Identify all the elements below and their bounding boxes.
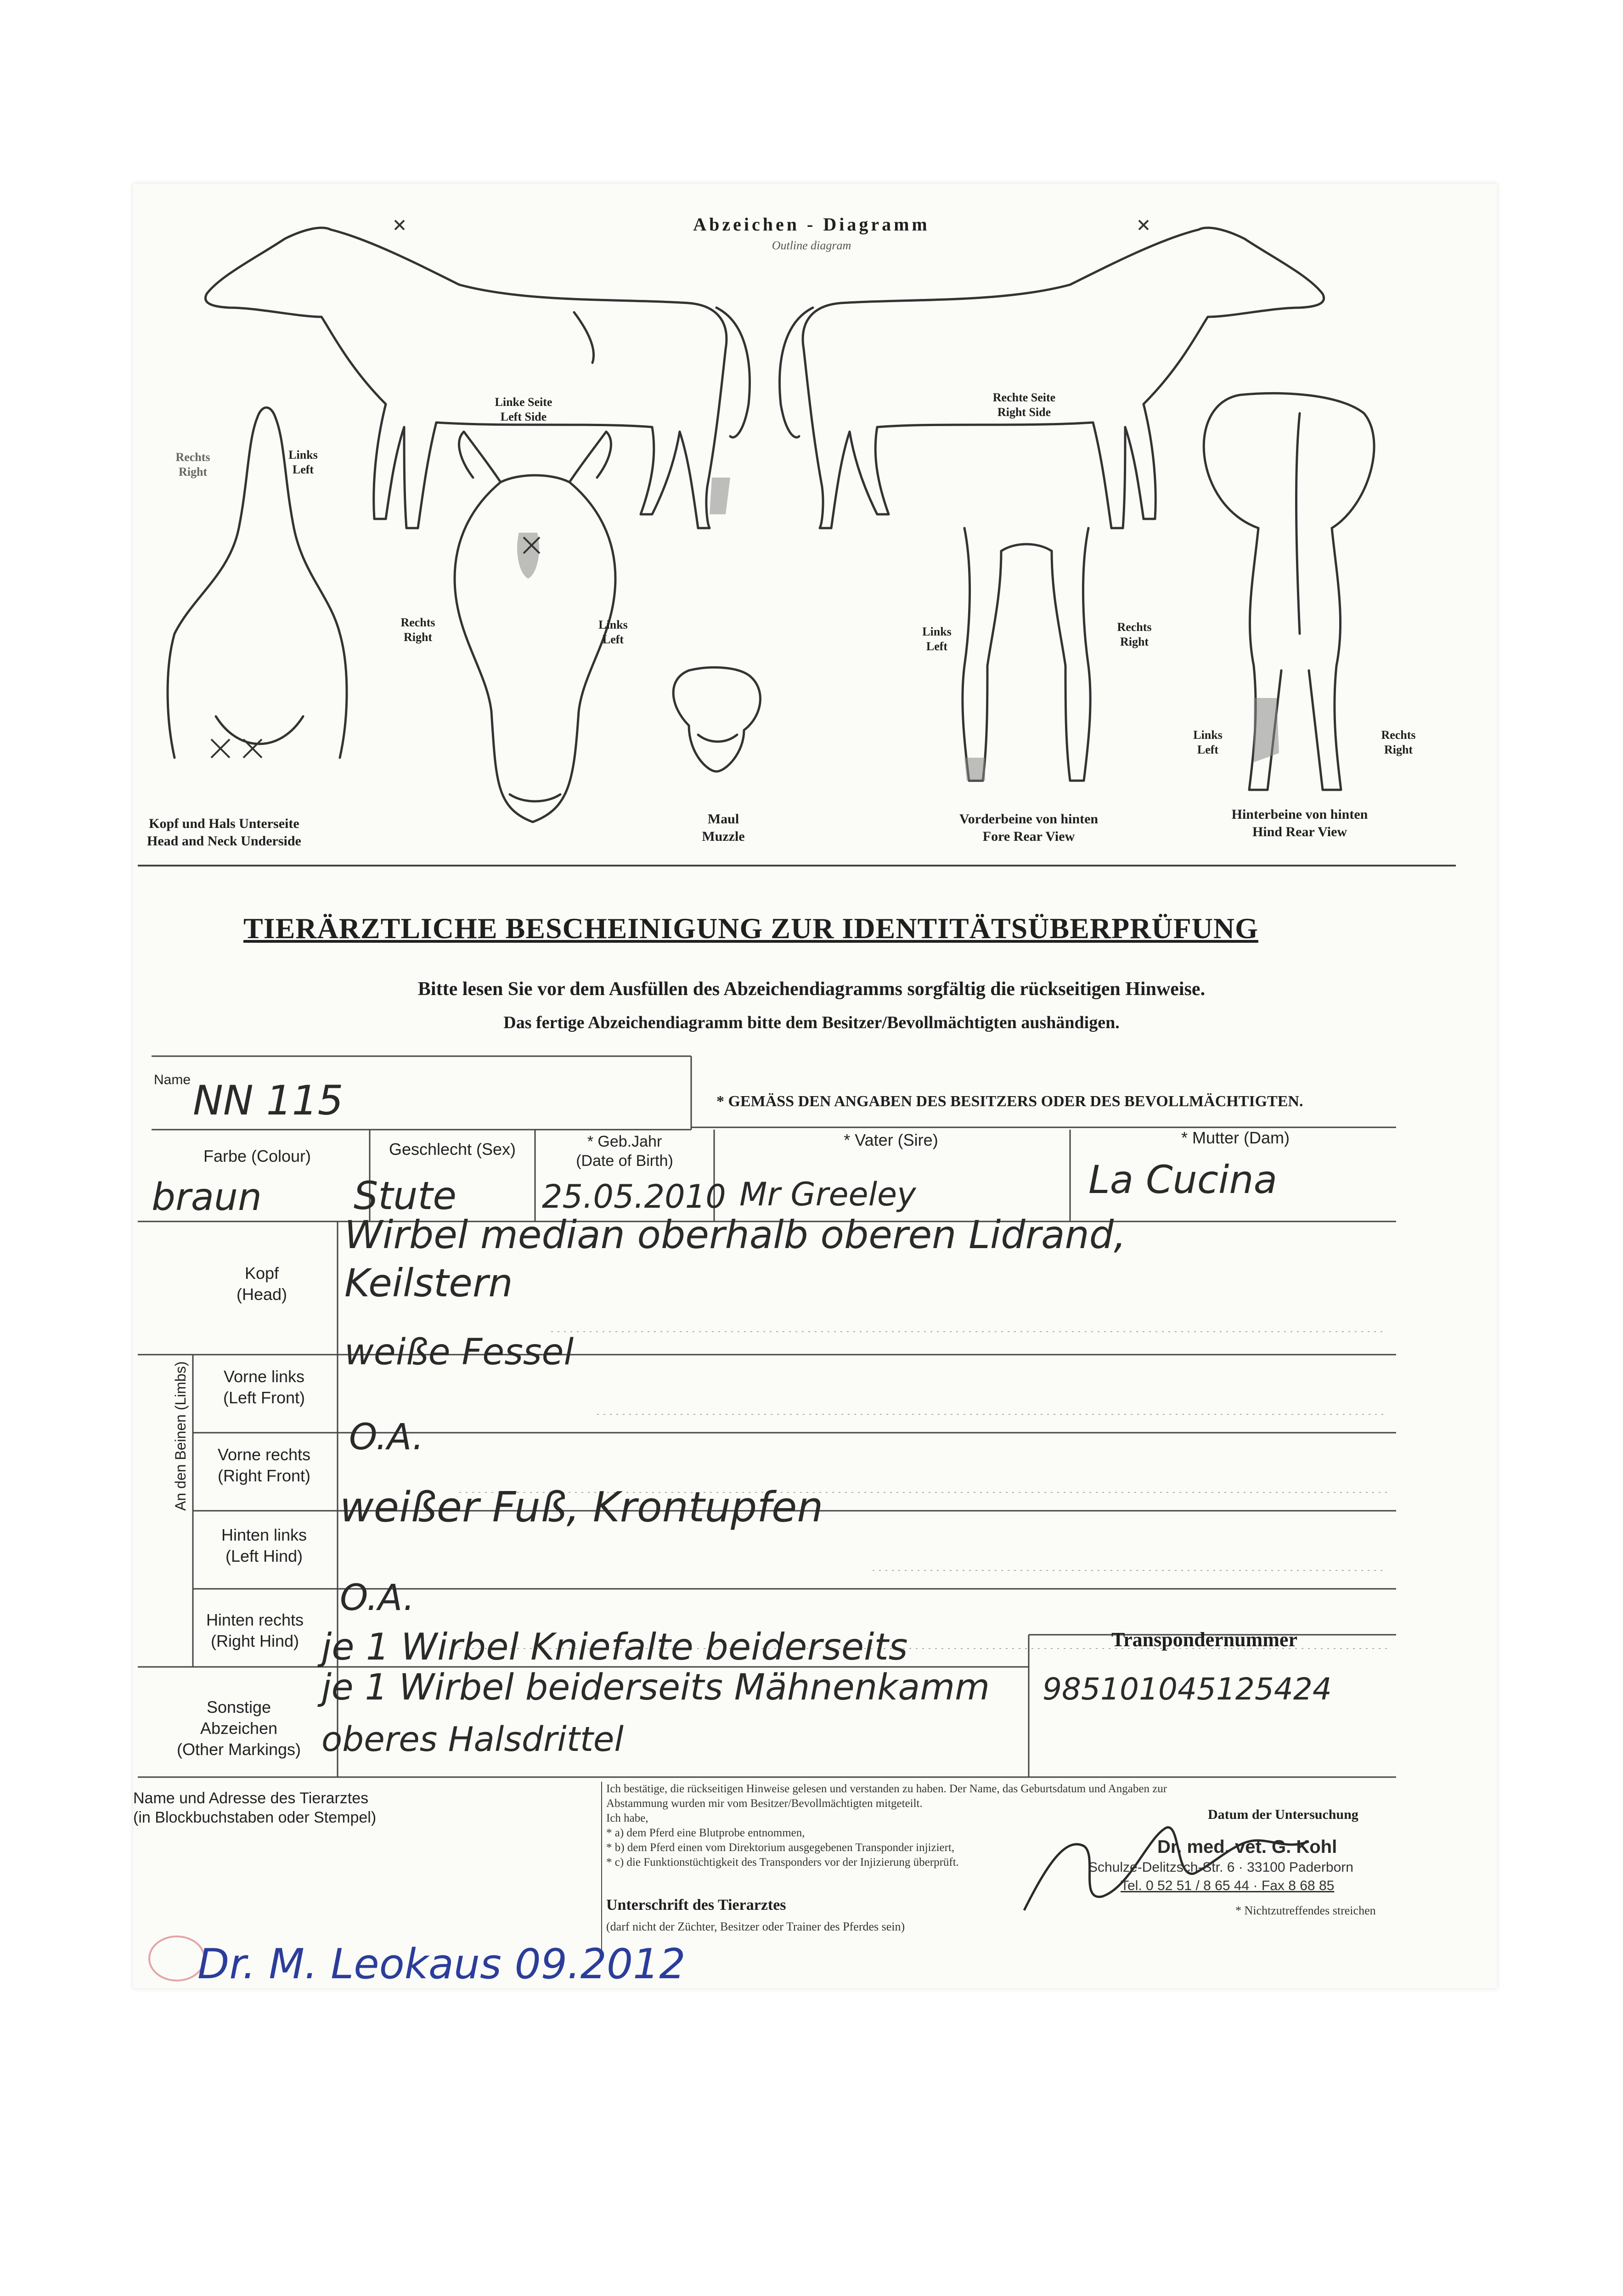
- limbs-side-label: An den Beinen (Limbs): [172, 1361, 189, 1511]
- signature-note: (darf nicht der Züchter, Besitzer oder Trainer des Pferdes sein): [606, 1920, 905, 1933]
- left-hind-value[interactable]: weißer Fuß, Krontupfen: [340, 1483, 823, 1531]
- colour-value[interactable]: braun: [152, 1176, 262, 1219]
- dob-label: * Geb.Jahr (Date of Birth): [576, 1133, 673, 1170]
- head-value-line1[interactable]: Wirbel median oberhalb oberen Lidrand,: [344, 1212, 1126, 1257]
- exam-date-label: Datum der Untersuchung: [1208, 1807, 1358, 1822]
- stamp-vet-name: Dr. med. vet. G. Kohl: [1157, 1837, 1337, 1857]
- dam-value[interactable]: La Cucina: [1088, 1157, 1278, 1202]
- strike-note: * Nichtzutreffendes streichen: [1235, 1904, 1376, 1917]
- transponder-label: Transpondernummer: [1111, 1628, 1297, 1651]
- stamp-street: Schulze-Delitzsch-Str. 6 · 33100 Paderborn: [1088, 1860, 1353, 1875]
- dam-label: * Mutter (Dam): [1181, 1128, 1290, 1147]
- label-left-side: Linke Seite Left Side: [495, 395, 552, 423]
- owner-info-note: * GEMÄSS DEN ANGABEN DES BESITZERS ODER DES BEVOLLMÄCHTIGTEN.: [716, 1093, 1303, 1110]
- label-fore-right: Rechts Right: [1117, 620, 1152, 648]
- other-markings-line1[interactable]: je 1 Wirbel Kniefalte beiderseits: [321, 1626, 908, 1668]
- label-hind-right: Rechts Right: [1381, 728, 1416, 756]
- head-label: Kopf (Head): [236, 1264, 287, 1304]
- label-fore-left: Links Left: [922, 625, 952, 653]
- head-value-line2[interactable]: Keilstern: [344, 1261, 513, 1306]
- right-hind-value[interactable]: O.A.: [340, 1577, 415, 1619]
- other-markings-line2[interactable]: je 1 Wirbel beiderseits Mähnenkamm: [321, 1667, 990, 1708]
- left-front-label: Vorne links (Left Front): [223, 1367, 305, 1407]
- label-hind-left: Links Left: [1193, 728, 1223, 756]
- caption-fore-rear-view: Vorderbeine von hinten Fore Rear View: [959, 811, 1099, 844]
- dob-value[interactable]: 25.05.2010: [542, 1178, 726, 1216]
- instruction-hand-over: Das fertige Abzeichendiagramm bitte dem Besitzer/Bevollmächtigten aushändigen.: [503, 1013, 1120, 1032]
- name-value[interactable]: NN 115: [193, 1077, 344, 1124]
- other-markings-label: Sonstige Abzeichen (Other Markings): [176, 1698, 301, 1759]
- transponder-value[interactable]: 985101045125424: [1043, 1671, 1332, 1707]
- right-hind-label: Hinten rechts (Right Hind): [206, 1610, 304, 1650]
- caption-muzzle: Maul Muzzle: [702, 811, 745, 844]
- label-underside-left: Links Left: [288, 448, 318, 476]
- sire-label: * Vater (Sire): [844, 1131, 938, 1149]
- instruction-read-notes: Bitte lesen Sie vor dem Ausfüllen des Abzeichendiagramms sorgfältig die rückseitigen Hinweise.: [417, 979, 1206, 1000]
- caption-head-neck-underside: Kopf und Hals Unterseite Head and Neck Underside: [147, 816, 301, 849]
- confirmation-statement: Ich bestätige, die rückseitigen Hinweise gelesen und verstanden zu haben. Der Name, das Geburtsdatum und Angaben zur Abstammung wurden mir vom Besitzer/Bevollmächtigten mitgeteilt. Ich habe, * a) dem Pferd eine Blutprobe entnommen, * b) dem Pferd einen vom Direktorium ausgegebenen Transponder injiziert, * c) die Funktionstüchtigkeit des Transponders vor der Injizierung überprüft.: [606, 1783, 1167, 1868]
- vet-address-label: Name und Adresse des Tierarztes (in Blockbuchstaben oder Stempel): [133, 1790, 377, 1826]
- label-right-side: Rechte Seite Right Side: [992, 391, 1056, 419]
- right-front-label: Vorne rechts (Right Front): [217, 1445, 311, 1485]
- signature-label: Unterschrift des Tierarztes: [606, 1896, 786, 1913]
- label-head-left: Links Left: [598, 618, 628, 646]
- right-front-value[interactable]: O.A.: [349, 1417, 424, 1458]
- label-head-right: Rechts Right: [400, 616, 435, 644]
- handwritten-bottom-note: Dr. M. Leokaus 09.2012: [197, 1940, 686, 1988]
- sex-label: Geschlecht (Sex): [389, 1140, 516, 1159]
- other-markings-line3[interactable]: oberes Halsdrittel: [321, 1720, 624, 1759]
- diagram-title: Abzeichen - Diagramm: [693, 214, 930, 235]
- colour-label: Farbe (Colour): [203, 1147, 311, 1165]
- left-front-value[interactable]: weiße Fessel: [344, 1332, 574, 1373]
- stamp-phone: Tel. 0 52 51 / 8 65 44 · Fax 8 68 85: [1121, 1878, 1335, 1893]
- name-label: Name: [154, 1072, 191, 1087]
- left-hind-label: Hinten links (Left Hind): [221, 1525, 307, 1565]
- sex-value[interactable]: Stute: [354, 1173, 457, 1218]
- caption-hind-rear-view: Hinterbeine von hinten Hind Rear View: [1231, 807, 1368, 839]
- label-underside-right: Rechts Right: [175, 450, 210, 478]
- sire-value[interactable]: Mr Greeley: [739, 1176, 916, 1213]
- diagram-subtitle: Outline diagram: [772, 239, 851, 252]
- certificate-title: TIERÄRZTLICHE BESCHEINIGUNG ZUR IDENTITÄTSÜBERPRÜFUNG: [243, 912, 1258, 945]
